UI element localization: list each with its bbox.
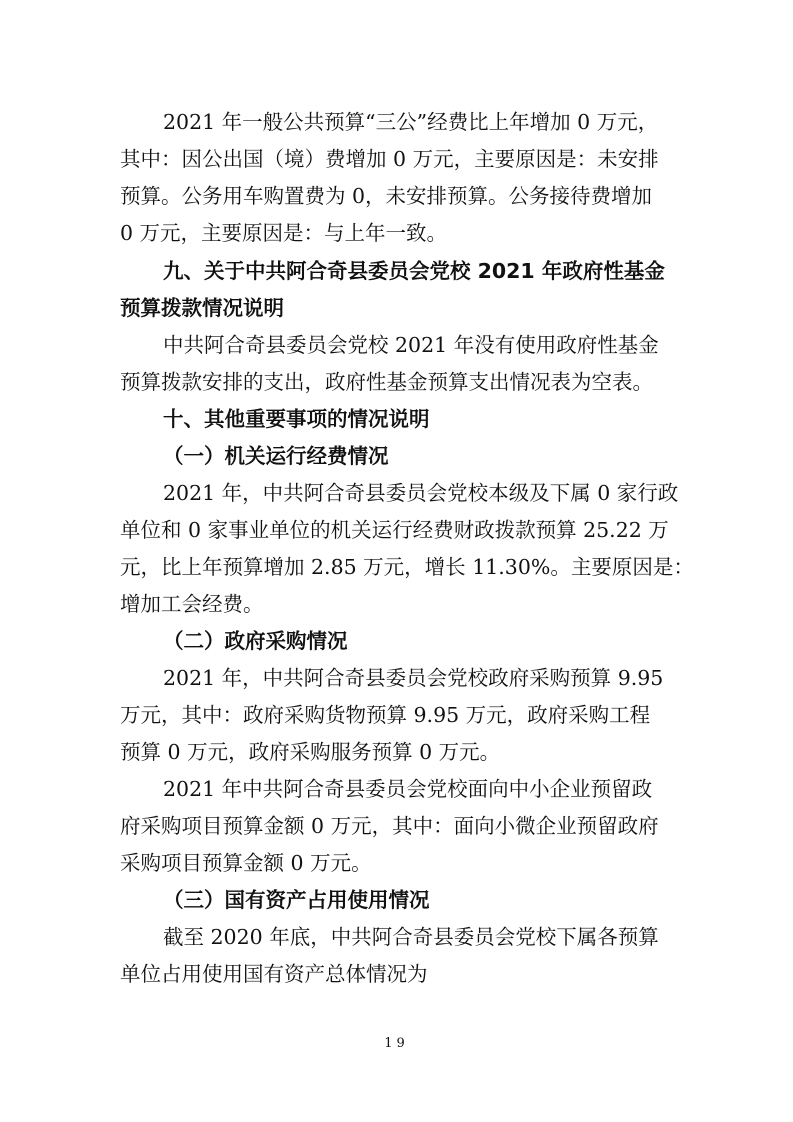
paragraph-line: 2021 年，中共阿合奇县委员会党校本级及下属 0 家行政 — [163, 481, 679, 505]
paragraph-line: 截至 2020 年底，中共阿合奇县委员会党校下属各预算 — [163, 925, 659, 949]
subsection-heading: （一）机关运行经费情况 — [163, 444, 389, 468]
page-number: 19 — [384, 1036, 409, 1051]
paragraph-line: 2021 年，中共阿合奇县委员会党校政府采购预算 9.95 — [163, 666, 664, 690]
paragraph-line: 采购项目预算金额 0 万元。 — [120, 851, 372, 875]
section-heading: 十、其他重要事项的情况说明 — [163, 407, 430, 431]
paragraph-line: 单位占用使用国有资产总体情况为 — [120, 962, 428, 986]
paragraph-line: 万元，其中：政府采购货物预算 9.95 万元，政府采购工程 — [120, 703, 651, 727]
subsection-heading: （三）国有资产占用使用情况 — [163, 888, 430, 912]
paragraph-line: 2021 年一般公共预算“三公”经费比上年增加 0 万元， — [163, 110, 659, 134]
paragraph-line: 预算。公务用车购置费为 0，未安排预算。公务接待费增加 — [120, 184, 653, 208]
paragraph-line: 中共阿合奇县委员会党校 2021 年没有使用政府性基金 — [163, 333, 659, 357]
section-heading: 九、关于中共阿合奇县委员会党校 2021 年政府性基金 — [163, 259, 665, 283]
paragraph-line: 单位和 0 家事业单位的机关运行经费财政拨款预算 25.22 万 — [120, 518, 669, 542]
subsection-heading: （二）政府采购情况 — [163, 629, 348, 653]
paragraph-line: 元，比上年预算增加 2.85 万元，增长 11.30%。主要原因是： — [120, 555, 694, 579]
section-heading: 预算拨款情况说明 — [120, 296, 284, 320]
paragraph-line: 预算 0 万元，政府采购服务预算 0 万元。 — [120, 740, 501, 764]
paragraph-line: 府采购项目预算金额 0 万元，其中：面向小微企业预留政府 — [120, 814, 659, 838]
paragraph-line: 2021 年中共阿合奇县委员会党校面向中小企业预留政 — [163, 777, 653, 801]
paragraph-line: 预算拨款安排的支出，政府性基金预算支出情况表为空表。 — [120, 370, 653, 394]
paragraph-line: 0 万元，主要原因是：与上年一致。 — [120, 221, 448, 245]
paragraph-line: 其中：因公出国（境）费增加 0 万元，主要原因是：未安排 — [120, 147, 659, 171]
paragraph-line: 增加工会经费。 — [120, 592, 264, 616]
